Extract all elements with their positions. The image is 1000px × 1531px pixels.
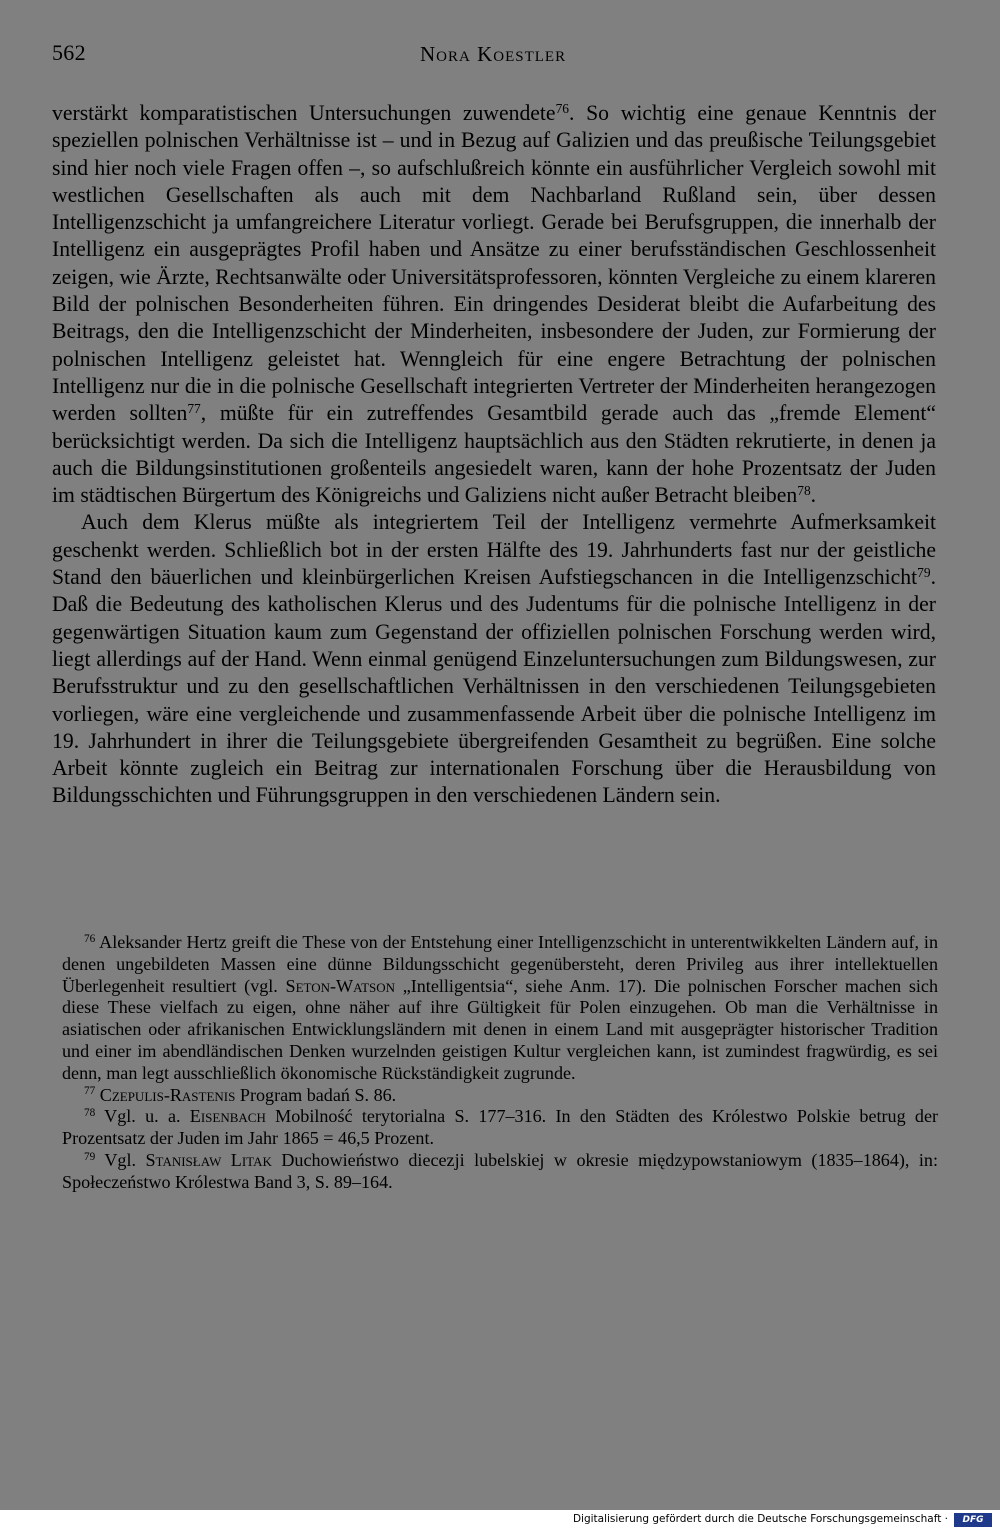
footnote-number: 78 — [84, 1107, 96, 1120]
footnote-text: Aleksander Hertz greift die These von der Entstehung einer Intelligenzschicht in unterentwikkelten Ländern auf, in denen ungebildeten Massen eine dünne Bildungsschicht gegenübersteht, deren Privileg aus ihrer intellektuellen Überlegenheit resultiert (vgl. — [62, 932, 938, 996]
footnote-76 — [62, 932, 938, 1085]
text-run: verstärkt komparatistischen Untersuchungen zuwendete — [52, 101, 556, 125]
footnote-ref-79: 79 — [917, 564, 931, 580]
cited-author: Seton-Watson — [285, 975, 396, 996]
paragraph-2 — [52, 509, 936, 809]
page-number: 562 — [52, 40, 86, 65]
text-run: . — [810, 483, 817, 508]
footnote-text: „Intelligentsia“, siehe Anm. 17). Die polnischen Forscher machen sich diese These vielfach zu eigen, ohne näher auf ihre Gültigkeit für Polen einzugehen. Ob man die Verhältnisse in asiatischen oder afrikanischen Entwicklungsländern mit denen in einem Land mit ausgeprägter historischer Tradition und einer im abendländischen Denken wurzelnden geistigen Kultur vergleichen kann, ist zumindest fragwürdig, es sei denn, man legt ausschließlich ökonomische Rückständigkeit zugrunde. — [62, 975, 938, 1083]
footnotes — [62, 932, 938, 1194]
text-run: Auch dem Klerus müßte als integriertem Teil der Intelligenz vermehrte Aufmerksamkeit geschenkt werden. Schließlich bot in der ersten Hälfte des 19. Jahrhunderts fast nur der geistliche Stand den bäuerlichen und kleinbürgerlichen Kreisen Aufstiegschancen in die Intelligenzschicht — [52, 510, 936, 590]
cited-author: Stanisław Litak — [145, 1149, 272, 1170]
footnote-text: Mobilność terytorialna S. 177–316. In den Städten des Królestwo Polskie betrug der Prozentsatz der Juden im Jahr 1865 = 46,5 Prozent. — [62, 1106, 938, 1149]
paragraph-1 — [52, 100, 936, 509]
footnote-77 — [62, 1085, 938, 1107]
text-run: . So wichtig eine genaue Kenntnis der speziellen polnischen Verhältnisse ist – und in Bezug auf Galizien und das preußische Teilungsgebiet sind hier noch viele Fragen offen –, so aufschlußreich könnte ein ausführlicher Vergleich sowohl mit westlichen Gesellschaften als auch mit dem Nachbarland Rußland sein, über dessen Intelligenzschicht ja umfangreichere Literatur vorliegt. Gerade bei Berufsgruppen, die innerhalb der Intelligenz ein ausgeprägtes Profil haben und Ansätze zu einer berufsständischen Geschlossenheit zeigen, wie Ärzte, Rechtsanwälte oder Universitätsprofessoren, könnten Vergleiche zu einem klareren Bild der polnischen Besonderheiten führen. Ein dringendes Desiderat bleibt die Aufarbeitung des Beitrags, den die Intelligenzschicht der Minderheiten, insbesondere der Juden, zur Formierung der polnischen Intelligenz geleistet hat. Wenngleich für eine engere Betrachtung der polnischen Intelligenz nur die in die polnische Gesellschaft integrierten Vertreter der Minderheiten herangezogen werden sollten — [52, 101, 936, 426]
digitization-footer — [0, 1510, 1000, 1531]
text-run: . Daß die Bedeutung des katholischen Klerus und des Judentums für die polnische Intelligenz in der gegenwärtigen Situation kaum zum Gegenstand der offiziellen polnischen Forschung werden wird, liegt allerdings auf der Hand. Wenn einmal genügend Einzeluntersuchungen zum Bildungswesen, zur Berufsstruktur und zu den gesellschaftlichen Verhältnissen in den verschiedenen Teilungsgebieten vorliegen, wäre eine vergleichende und zusammenfassende Arbeit über die polnische Intelligenz im 19. Jahrhundert in ihrer die Teilungsgebiete übergreifenden Gesamtheit zu begrüßen. Eine solche Arbeit könnte zugleich ein Beitrag zur internationalen Forschung über die Herausbildung von Bildungsschichten und Führungsgruppen in den verschiedenen Ländern sein. — [52, 565, 936, 808]
dfg-logo-icon: DFG — [954, 1513, 992, 1527]
footnote-number: 77 — [84, 1085, 96, 1098]
footnote-number: 76 — [84, 932, 96, 945]
running-head: Nora Koestler — [420, 42, 567, 66]
funding-note: Digitalisierung gefördert durch die Deutsche Forschungsgemeinschaft · — [572, 1513, 948, 1525]
footnote-ref-78: 78 — [797, 482, 811, 498]
cited-author: Eisenbach — [189, 1106, 266, 1127]
footnote-text: Program badań S. 86. — [235, 1084, 397, 1105]
text-run: , müßte für ein zutreffendes Gesamtbild gerade auch das „fremde Element“ berücksichtigt werden. Da sich die Intelligenz hauptsächlich aus den Städten rekrutierte, in denen ja auch die Bildungsinstitutionen großenteils angesiedelt waren, kann der hohe Prozentsatz der Juden im städtischen Bürgertum des Königreichs und Galiziens nicht außer Betracht bleiben — [52, 401, 936, 508]
footnote-79 — [62, 1150, 938, 1194]
cited-author: Czepulis-Rastenis — [99, 1084, 236, 1105]
footnote-78 — [62, 1106, 938, 1150]
main-text — [52, 100, 936, 810]
footnote-number: 79 — [84, 1150, 96, 1163]
footnote-ref-77: 77 — [187, 400, 201, 416]
footnote-ref-76: 76 — [555, 100, 570, 116]
footnote-text: Vgl. — [95, 1149, 146, 1170]
footnote-text: Vgl. u. a. — [95, 1106, 190, 1127]
footnote-text: Duchowieństwo diecezji lubelskiej w okresie międzypowstaniowym (1835–1864), in: Społeczeństwo Królestwa Band 3, S. 89–164. — [62, 1149, 938, 1192]
